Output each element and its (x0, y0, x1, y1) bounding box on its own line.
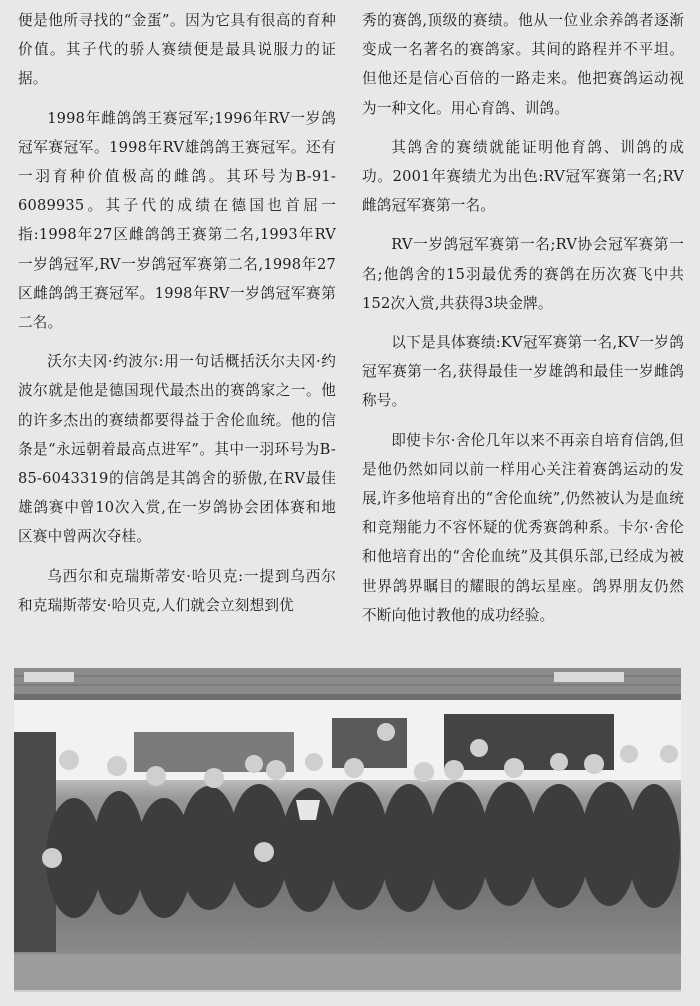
paragraph: 以下是具体赛绩:KV冠军赛第一名,KV一岁鸽冠军赛第一名,获得最佳一岁雄鸽和最佳一岁雌鸽称号。 (362, 334, 684, 410)
crowd (46, 782, 680, 918)
skylight (24, 672, 74, 682)
paragraph: 秀的赛鸽,顶级的赛绩。他从一位业余养鸽者逐渐变成一名著名的赛鸽家。其间的路程并不平坦。但他还是信心百倍的一路走来。他把赛鸽运动视为一种文化。用心育鸽、训鸽。 (362, 12, 684, 117)
paragraph: 1998年雌鸽鸽王赛冠军;1996年RV一岁鸽冠军赛冠军。1998年RV雄鸽鸽王赛冠军。还有一羽育种价值极高的雌鸽。其环号为B-91-6089935。其子代的成绩在德国也首屈一指:1998年27区雌鸽鸽王赛第二名,1993年RV一岁鸽冠军,RV一岁鸽冠军赛第二名,1998年27区雌鸽鸽王赛冠军。1998年RV一岁鸽冠军赛第二名。 (18, 109, 336, 332)
group-photo (14, 668, 681, 992)
gutter (14, 694, 681, 700)
paragraph: RV一岁鸽冠军赛第一名;RV协会冠军赛第一名;他鸽舍的15羽最优秀的赛鸽在历次赛飞中共152次入赏,共获得3块金牌。 (362, 236, 684, 312)
skylight (554, 672, 624, 682)
paragraph: 沃尔夫冈·约波尔:用一句话概括沃尔夫冈·约波尔就是他是德国现代最杰出的赛鸽家之一。他的许多杰出的赛绩都要得益于舍伦血统。他的信条是“永远朝着最高点进军”。其中一羽环号为B-85-6043319的信鸽是其鸽舍的骄傲,在RV最佳雄鸽赛中曾10次入赏,在一岁鸽协会团体赛和地区赛中曾两次夺桂。 (18, 353, 336, 546)
paragraph: 乌西尔和克瑞斯蒂安·哈贝克:一提到乌西尔和克瑞斯蒂安·哈贝克,人们就会立刻想到优 (18, 567, 336, 614)
ground (14, 954, 681, 990)
window (332, 718, 407, 768)
left-column (18, 6, 336, 630)
paragraph: 即使卡尔·舍伦几年以来不再亲自培育信鸽,但是他仍然如同以前一样用心关注着赛鸽运动的发展,许多他培育出的“舍伦血统”,仍然被认为是血统和竞翔能力不容怀疑的优秀赛鸽种系。卡尔·舍伦和他培育出的“舍伦血统”及其俱乐部,已经成为被世界鸽界瞩目的耀眼的鸽坛星座。鸽界朋友仍然不断向他讨教他的成功经验。 (362, 431, 684, 624)
group-photo-illustration (14, 668, 681, 990)
trophy (296, 800, 320, 820)
right-column (362, 6, 684, 640)
paragraph: 便是他所寻找的“金蛋”。因为它具有很高的育种价值。其子代的骄人赛绩便是最具说服力的证据。 (18, 12, 336, 88)
paragraph: 其鸽舍的赛绩就能证明他育鸽、训鸽的成功。2001年赛绩尤为出色:RV冠军赛第一名;RV雌鸽冠军赛第一名。 (362, 138, 684, 215)
